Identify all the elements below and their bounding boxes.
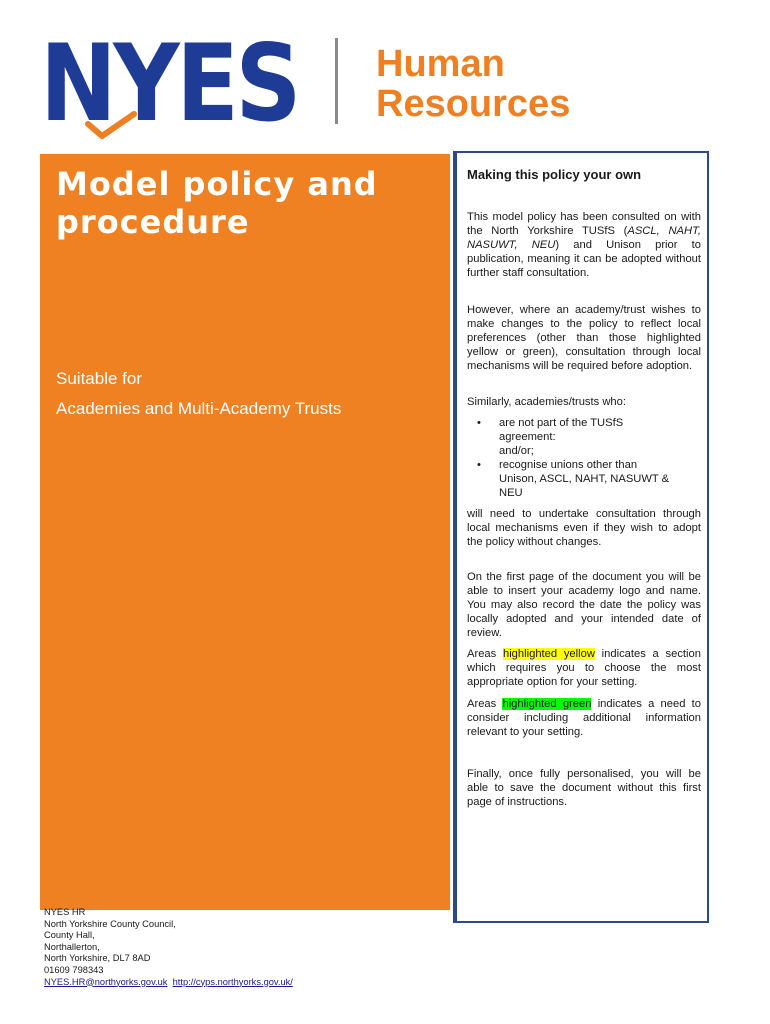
p6-text-b: indicates a section which requires you to choose the most appropriate option for your setting.	[467, 648, 701, 688]
page-title-line-2: procedure	[56, 203, 250, 241]
bullet-icon: •	[477, 459, 481, 471]
address-line: County Hall,	[44, 930, 95, 941]
green-highlight-sample: highlighted green	[502, 698, 592, 710]
bullet-item-1-line: agreement:	[499, 430, 556, 443]
instructions-paragraph-8: Finally, once fully personalised, you will be able to save the document without this first page of instructions.	[467, 768, 701, 808]
bullet-item-2-line: recognise unions other than	[499, 459, 638, 471]
hr-title-human: Human	[376, 43, 505, 85]
cover-panel	[40, 154, 450, 910]
p1-unions: ASCL, NAHT, NASUWT, NEU	[467, 224, 701, 251]
bullet-icon: •	[477, 417, 481, 429]
p7-text-a: Areas	[467, 698, 503, 710]
contact-address	[44, 907, 293, 988]
contact-links	[44, 977, 293, 989]
instructions-paragraph-7	[467, 698, 701, 740]
bullet-item-2-line: Unison, ASCL, NAHT, NASUWT &	[499, 472, 670, 485]
address-line: North Yorkshire County Council,	[44, 918, 176, 929]
address-line: North Yorkshire, DL7 8AD	[44, 953, 151, 964]
instructions-paragraph-6	[467, 648, 701, 690]
hr-title-resources: Resources	[376, 83, 571, 125]
suitable-for-label: Suitable for	[56, 369, 142, 388]
email-link[interactable]: NYES.HR@northyorks.gov.uk	[44, 976, 168, 987]
bullet-item-1-line: and/or;	[499, 444, 534, 457]
bullet-item-2	[477, 459, 701, 501]
logo-divider	[335, 38, 338, 124]
instructions-title: Making this policy your own	[467, 167, 642, 182]
yellow-highlight-sample: highlighted yellow	[502, 648, 595, 660]
instructions-paragraph-3: Similarly, academies/trusts who:	[467, 396, 626, 408]
nyes-logo	[40, 22, 302, 145]
bullet-item-1	[477, 417, 701, 459]
instructions-paragraph-4: will need to undertake consultation through local mechanisms even if they wish to adopt the policy without changes.	[467, 508, 701, 548]
bullet-item-2-line: NEU	[499, 486, 523, 499]
bullet-item-1-text	[499, 417, 701, 459]
phone-number: 01609 798343	[44, 964, 104, 975]
nyes-logo-text: NYES	[40, 22, 298, 145]
p7-text-b: indicates a need to consider including additional information relevant to your setting.	[467, 698, 702, 738]
address-line: Northallerton,	[44, 941, 100, 952]
bullet-item-2-text	[499, 459, 701, 501]
bullet-item-1-line: are not part of the TUSfS	[499, 417, 624, 429]
instructions-paragraph-1	[467, 211, 701, 281]
p6-text-a: Areas	[467, 648, 503, 660]
page-title-line-1: Model policy and	[56, 165, 378, 203]
page-title	[56, 165, 436, 241]
address-line: NYES HR	[44, 907, 86, 917]
instructions-paragraph-5: On the first page of the document you will be able to insert your academy logo and name. You may also record the date the policy was locally adopted and your intended date of review.	[467, 571, 701, 639]
instructions-paragraph-2: However, where an academy/trust wishes to make changes to the policy to reflect local preferences (other than those highlighted yellow or green), consultation through local mechanisms will be required before adoption.	[467, 304, 701, 372]
p1-text-b: ) and Unison prior to publication, meaning it can be adopted without further staff consultation.	[467, 238, 701, 279]
suitable-for-audience: Academies and Multi-Academy Trusts	[56, 399, 342, 418]
website-link[interactable]: http://cyps.northyorks.gov.uk/	[172, 976, 293, 987]
p1-text-a: This model policy has been consulted on with the North Yorkshire TUSfS (	[467, 211, 701, 237]
